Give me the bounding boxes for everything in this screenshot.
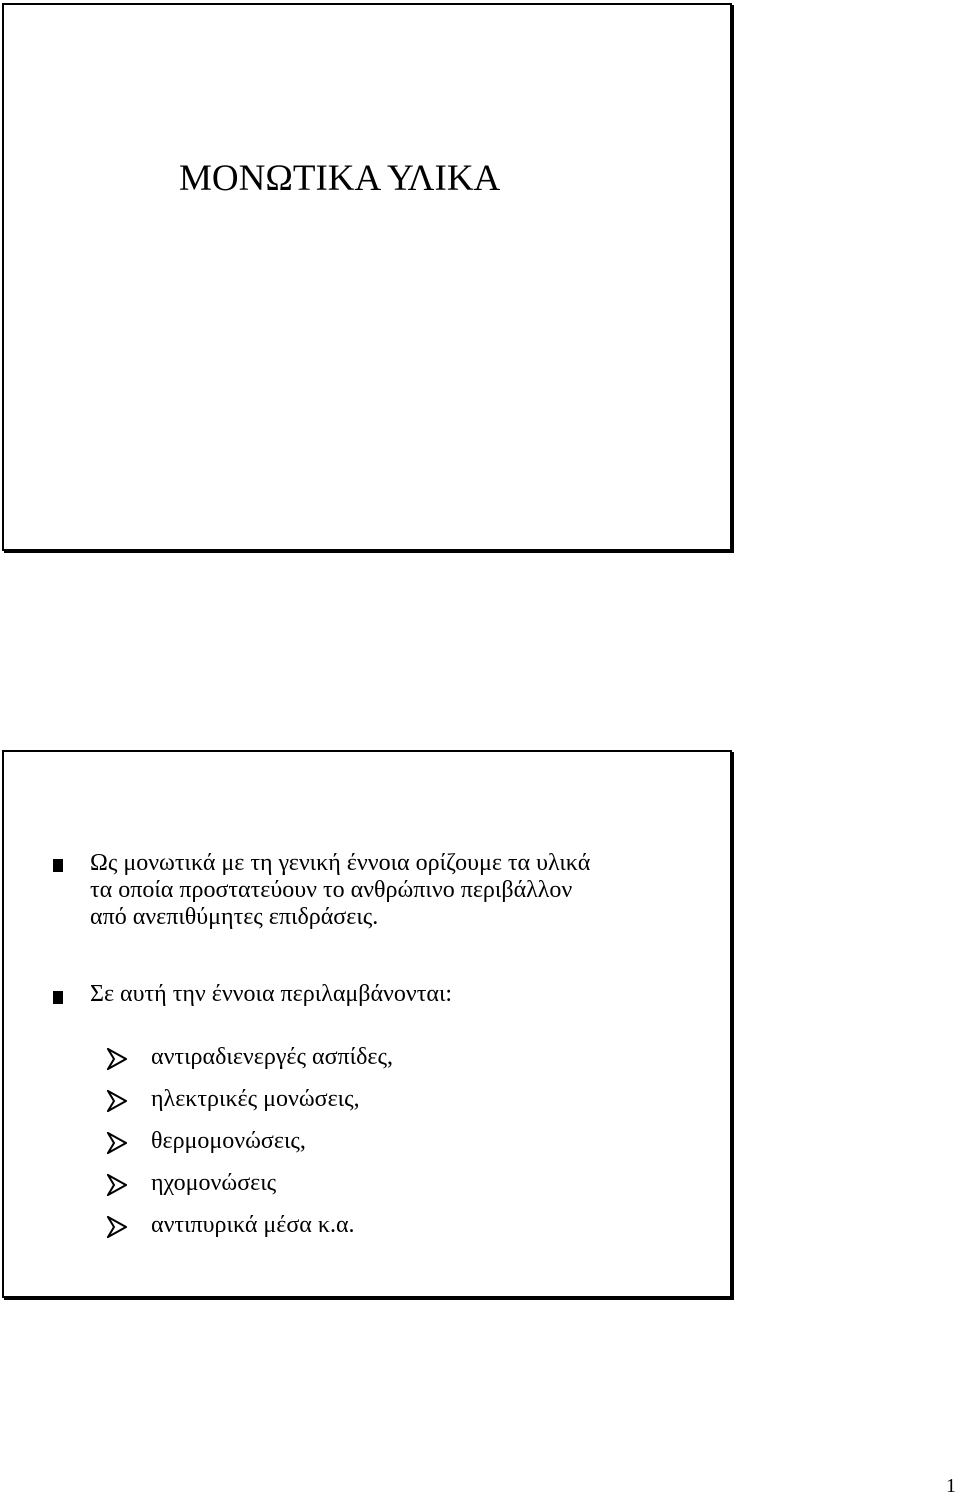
bullet-definition-line: από ανεπιθύμητες επιδράσεις. [90, 904, 379, 930]
bullet-includes-text: Σε αυτή την έννοια περιλαμβάνονται: [90, 981, 453, 1007]
arrow-bullet-icon [107, 1048, 127, 1070]
arrow-bullet-icon [107, 1174, 127, 1196]
arrow-bullet-icon [107, 1132, 127, 1154]
arrow-bullet-icon [107, 1216, 127, 1238]
list-item-text: αντιπυρικά μέσα κ.α. [151, 1212, 355, 1238]
list-item-text: ηλεκτρικές μονώσεις, [151, 1086, 360, 1112]
square-bullet-icon [53, 991, 63, 1004]
list-item-text: θερμομονώσεις, [151, 1128, 306, 1154]
page-number: 1 [946, 1475, 956, 1497]
square-bullet-icon [53, 859, 63, 872]
list-item-text: ηχομονώσεις [151, 1170, 277, 1196]
bullet-definition-line: τα οποία προστατεύουν το ανθρώπινο περιβάλλον [90, 877, 573, 903]
bullet-definition-text [90, 850, 590, 931]
slide-content-page [2, 750, 732, 1298]
slide-title-page [2, 3, 732, 551]
arrow-bullet-icon [107, 1090, 127, 1112]
list-item-text: αντιραδιενεργές ασπίδες, [151, 1044, 393, 1070]
bullet-definition-line: Ως μονωτικά με τη γενική έννοια ορίζουμε τα υλικά [90, 850, 591, 876]
slide-title: ΜΟΝΩΤΙΚΑ ΥΛΙΚΑ [179, 158, 501, 199]
